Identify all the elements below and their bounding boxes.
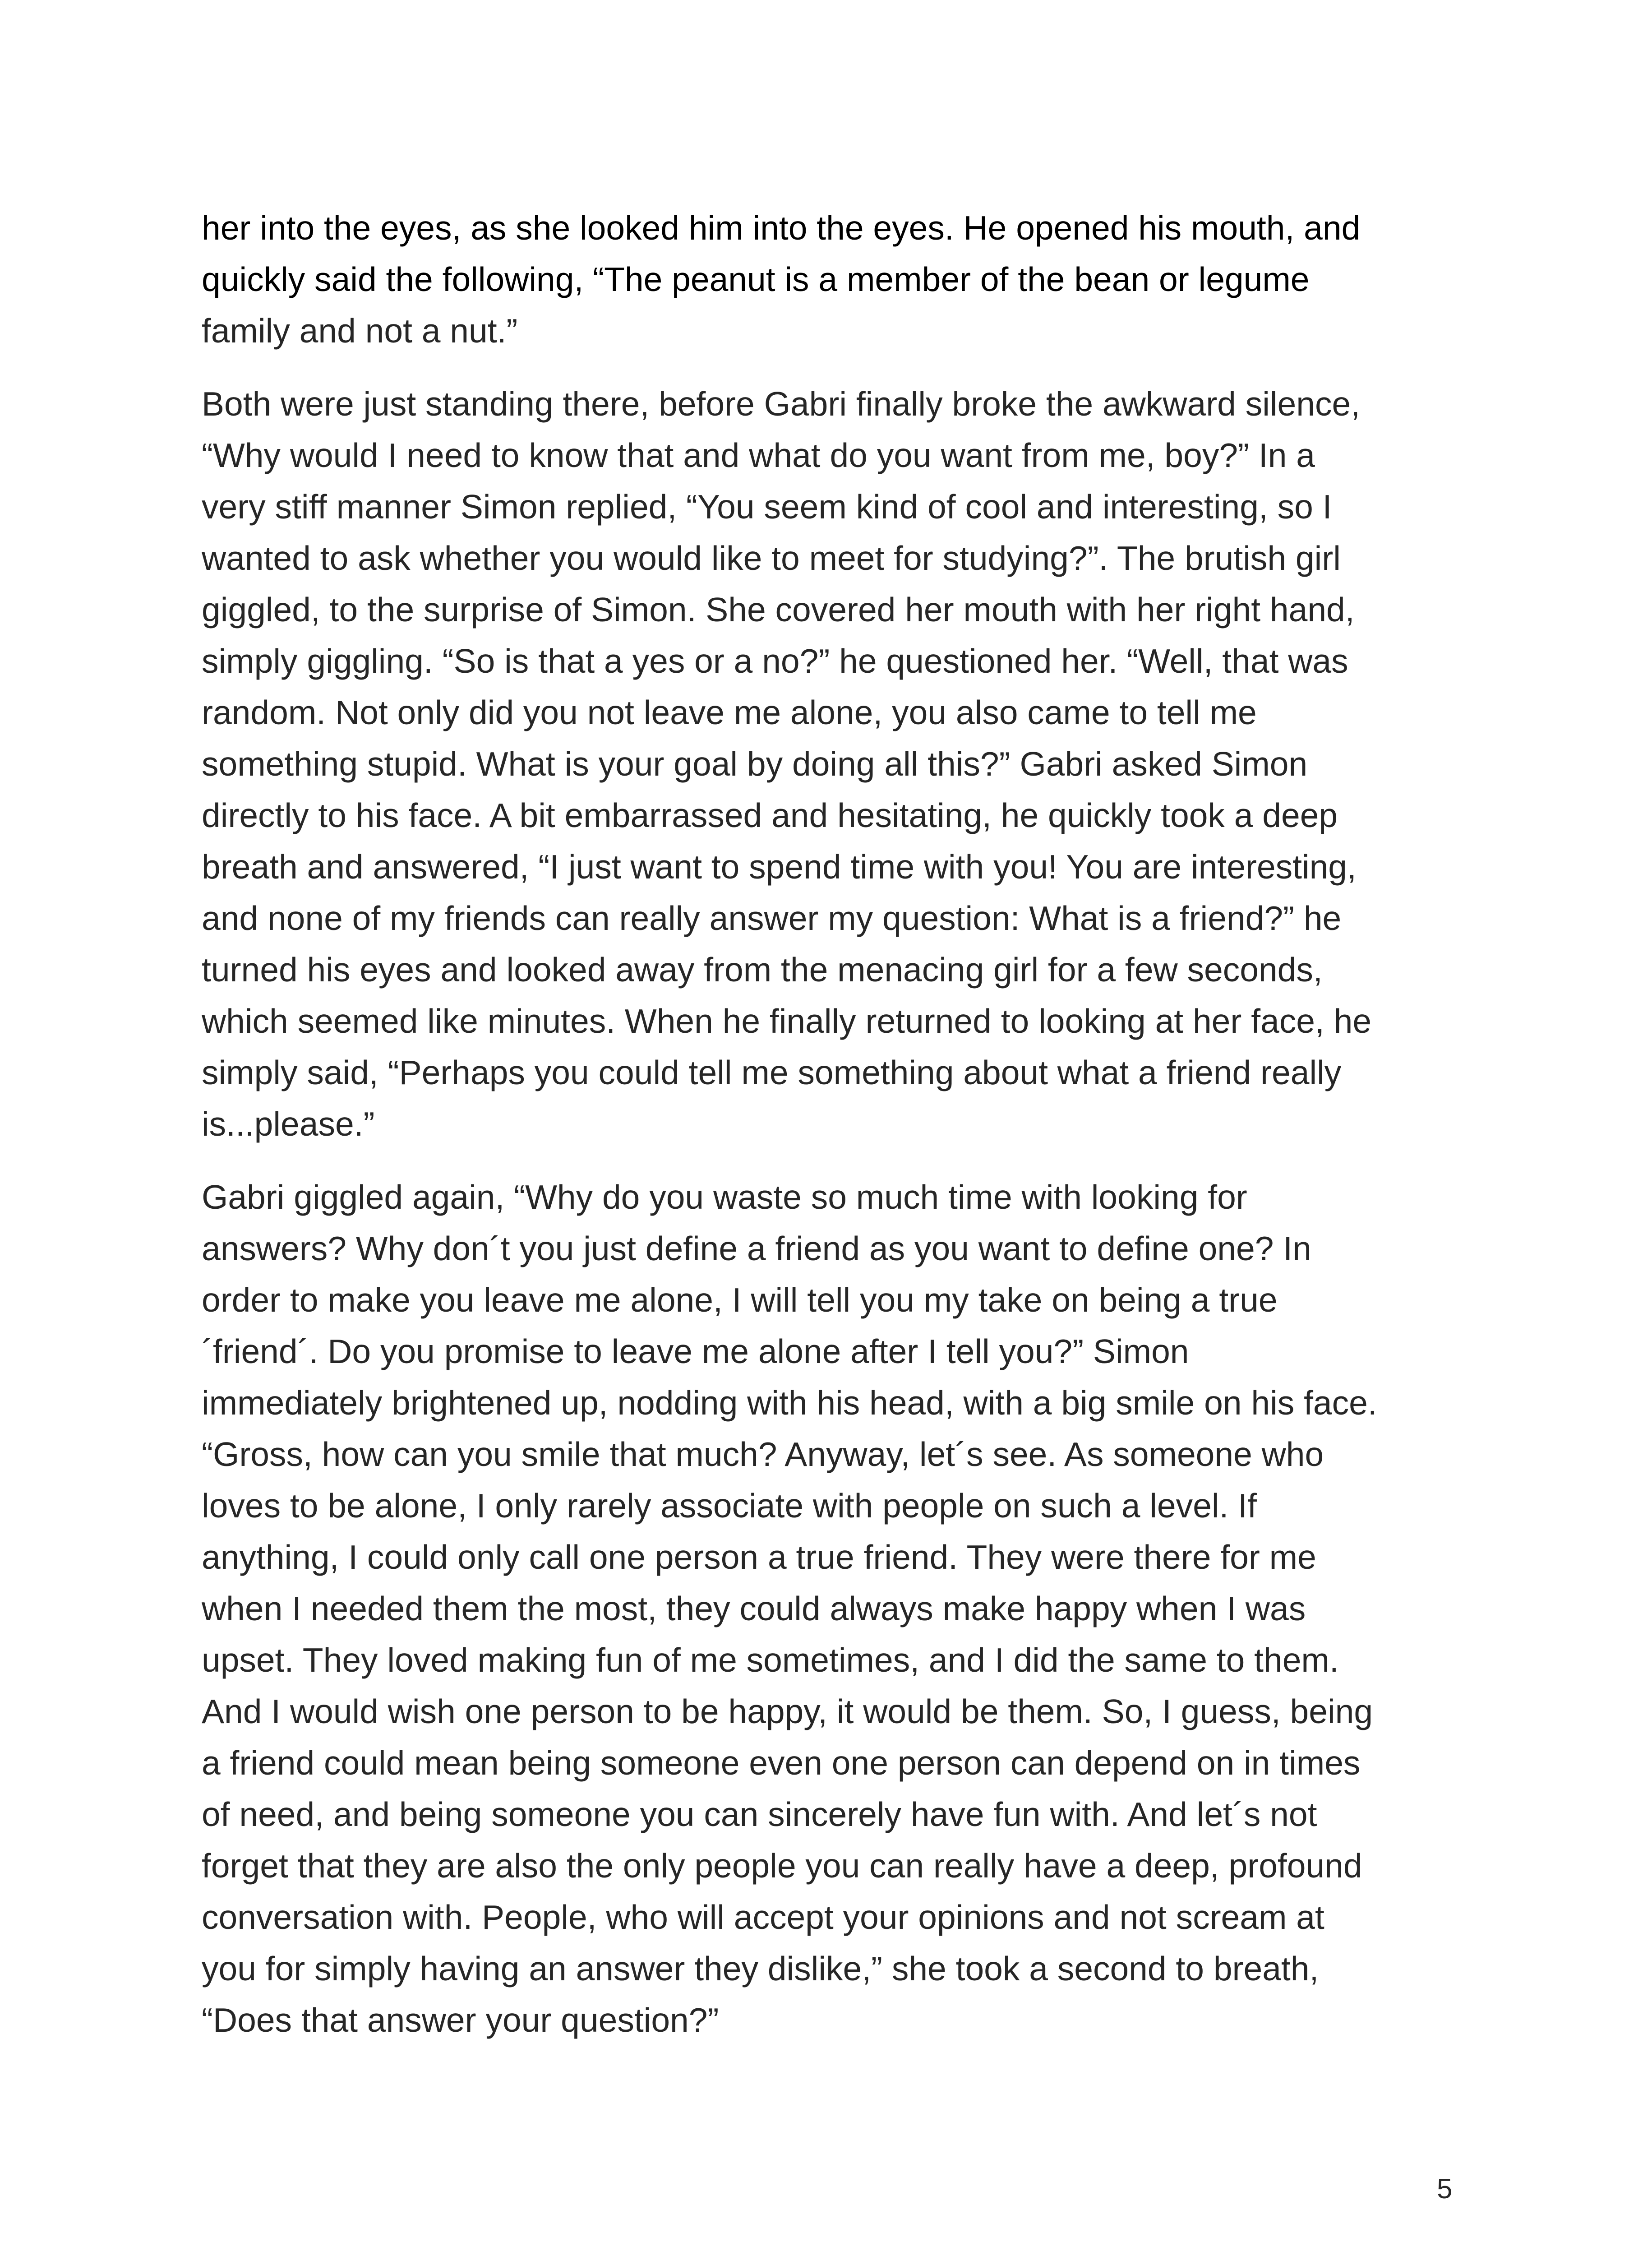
text-line: breath and answered, “I just want to spend time with you! You are interesting,	[202, 848, 1357, 886]
text-line: and none of my friends can really answer my question: What is a friend?” he	[202, 899, 1342, 937]
text-line: family and not a nut.”	[202, 312, 518, 350]
text-line: something stupid. What is your goal by doing all this?” Gabri asked Simon	[202, 745, 1308, 783]
text-line: wanted to ask whether you would like to meet for studying?”. The brutish girl	[202, 539, 1341, 577]
paragraph-1	[202, 202, 1465, 356]
text-line: simply giggling. “So is that a yes or a no?” he questioned her. “Well, that was	[202, 642, 1348, 680]
text-line: upset. They loved making fun of me sometimes, and I did the same to them.	[202, 1641, 1339, 1679]
text-line: conversation with. People, who will accept your opinions and not scream at	[202, 1898, 1324, 1936]
text-line: “Gross, how can you smile that much? Anyway, let´s see. As someone who	[202, 1435, 1324, 1473]
page-number: 5	[1437, 2173, 1453, 2205]
text-line: simply said, “Perhaps you could tell me something about what a friend really	[202, 1054, 1342, 1091]
text-line: forget that they are also the only people you can really have a deep, profound	[202, 1847, 1362, 1885]
text-line: of need, and being someone you can sincerely have fun with. And let´s not	[202, 1795, 1317, 1833]
text-line: And I would wish one person to be happy, it would be them. So, I guess, being	[202, 1692, 1373, 1730]
paragraph-2	[202, 378, 1465, 1150]
text-line: random. Not only did you not leave me alone, you also came to tell me	[202, 693, 1257, 731]
text-line: very stiff manner Simon replied, “You seem kind of cool and interesting, so I	[202, 488, 1332, 526]
paragraph-3	[202, 1171, 1465, 2046]
text-line: “Why would I need to know that and what do you want from me, boy?” In a	[202, 436, 1315, 474]
text-line: turned his eyes and looked away from the menacing girl for a few seconds,	[202, 951, 1323, 989]
text-line: giggled, to the surprise of Simon. She covered her mouth with her right hand,	[202, 591, 1355, 629]
text-line: quickly said the following, “The peanut is a member of the bean or legume	[202, 260, 1310, 298]
text-line: loves to be alone, I only rarely associate with people on such a level. If	[202, 1487, 1257, 1525]
text-line: directly to his face. A bit embarrassed and hesitating, he quickly took a deep	[202, 796, 1338, 834]
text-line: anything, I could only call one person a true friend. They were there for me	[202, 1538, 1316, 1576]
text-line: Both were just standing there, before Gabri finally broke the awkward silence,	[202, 385, 1361, 423]
text-line: which seemed like minutes. When he finally returned to looking at her face, he	[202, 1002, 1372, 1040]
text-line: her into the eyes, as she looked him into the eyes. He opened his mouth, and	[202, 209, 1361, 247]
text-line: ´friend´. Do you promise to leave me alone after I tell you?” Simon	[202, 1332, 1189, 1370]
text-line: order to make you leave me alone, I will tell you my take on being a true	[202, 1281, 1278, 1319]
text-line: Gabri giggled again, “Why do you waste so much time with looking for	[202, 1178, 1247, 1216]
text-line: you for simply having an answer they dislike,” she took a second to breath,	[202, 1950, 1319, 1988]
body-text	[202, 202, 1465, 2046]
text-line: when I needed them the most, they could always make happy when I was	[202, 1590, 1306, 1627]
text-line: answers? Why don´t you just define a friend as you want to define one? In	[202, 1230, 1311, 1267]
text-line: a friend could mean being someone even one person can depend on in times	[202, 1744, 1361, 1782]
text-line: immediately brightened up, nodding with his head, with a big smile on his face.	[202, 1384, 1377, 1422]
text-line: is...please.”	[202, 1105, 375, 1143]
text-line: “Does that answer your question?”	[202, 2001, 719, 2039]
